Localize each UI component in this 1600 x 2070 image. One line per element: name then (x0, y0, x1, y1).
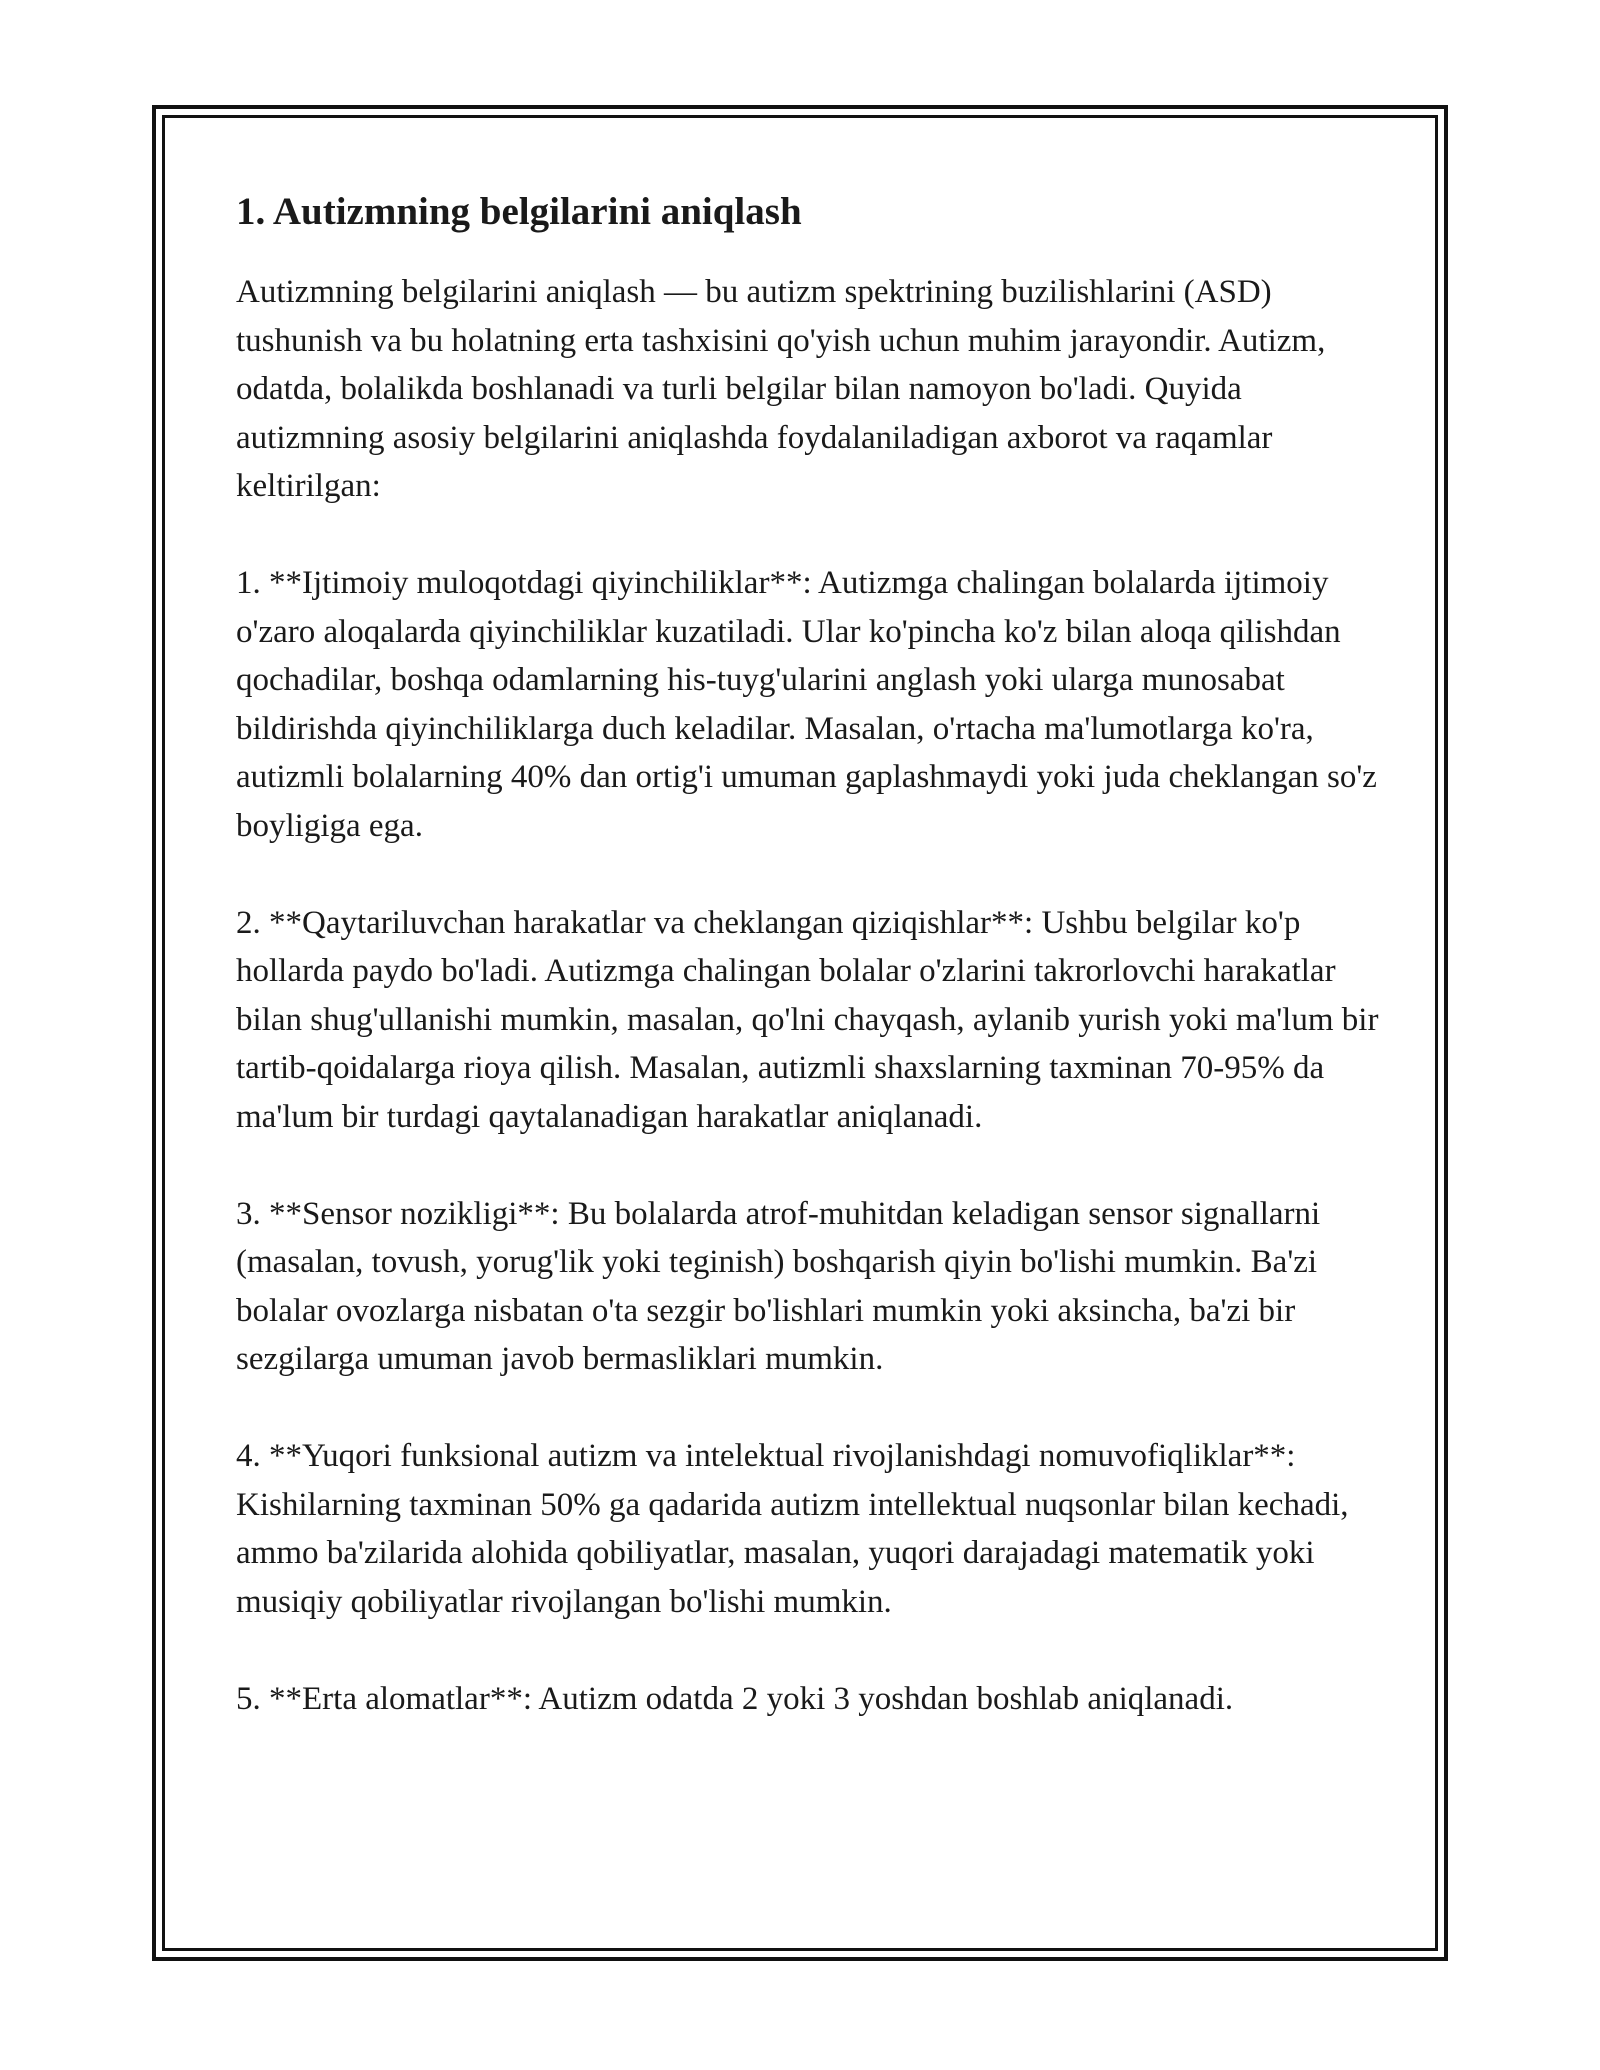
list-item-high-functioning-autism: 4. **Yuqori funksional autizm va intelektual rivojlanishdagi nomuvofiqliklar**: Kishilarning taxminan 50% ga qadarida autizm intellektual nuqsonlar bilan kechadi, ammo ba'zilarida alohida qobiliyatlar, masalan, yuqori darajadagi matematik yoki musiqiy qobiliyatlar rivojlangan bo'lishi mumkin. (236, 1438, 1349, 1620)
list-item-sensory-sensitivity: 3. **Sensor nozikligi**: Bu bolalarda atrof-muhitdan keladigan sensor signallarni (masalan, tovush, yorug'lik yoki teginish) boshqarish qiyin bo'lishi mumkin. Ba'zi bolalar ovozlarga nisbatan o'ta sezgir bo'lishlari mumkin yoki aksincha, ba'zi bir sezgilarga umuman javob bermasliklari mumkin. (236, 1195, 1321, 1377)
list-item-social-communication: 1. **Ijtimoiy muloqotdagi qiyinchiliklar**: Autizmga chalingan bolalarda ijtimoiy o'zaro aloqalarda qiyinchiliklar kuzatiladi. Ular ko'pincha ko'z bilan aloqa qilishdan qochadilar, boshqa odamlarning his-tuyg'ularini anglash yoki ularga munosabat bildirishda qiyinchiliklarga duch keladilar. Masalan, o'rtacha ma'lumotlarga ko'ra, autizmli bolalarning 40% dan ortig'i umuman gaplashmaydi yoki juda cheklangan so'z boyligiga ega. (236, 565, 1377, 844)
intro-paragraph: Autizmning belgilarini aniqlash — bu autizm spektrining buzilishlarini (ASD) tushunish va bu holatning erta tashxisini qo'yish uchun muhim jarayondir. Autizm, odatda, bolalikda boshlanadi va turli belgilar bilan namoyon bo'ladi. Quyida autizmning asosiy belgilarini aniqlashda foydalaniladigan axborot va raqamlar keltirilgan: (236, 274, 1326, 504)
document-body (236, 186, 1386, 1723)
section-heading: 1. Autizmning belgilarini aniqlash (236, 190, 802, 233)
list-item-repetitive-behaviors: 2. **Qaytariluvchan harakatlar va cheklangan qiziqishlar**: Ushbu belgilar ko'p hollarda paydo bo'ladi. Autizmga chalingan bolalar o'zlarini takrorlovchi harakatlar bilan shug'ullanishi mumkin, masalan, qo'lni chayqash, aylanib yurish yoki ma'lum bir tartib-qoidalarga rioya qilish. Masalan, autizmli shaxslarning taxminan 70-95% da ma'lum bir turdagi qaytalanadigan harakatlar aniqlanadi. (236, 904, 1379, 1135)
list-item-early-signs: 5. **Erta alomatlar**: Autizm odatda 2 yoki 3 yoshdan boshlab aniqlanadi. (236, 1680, 1234, 1717)
